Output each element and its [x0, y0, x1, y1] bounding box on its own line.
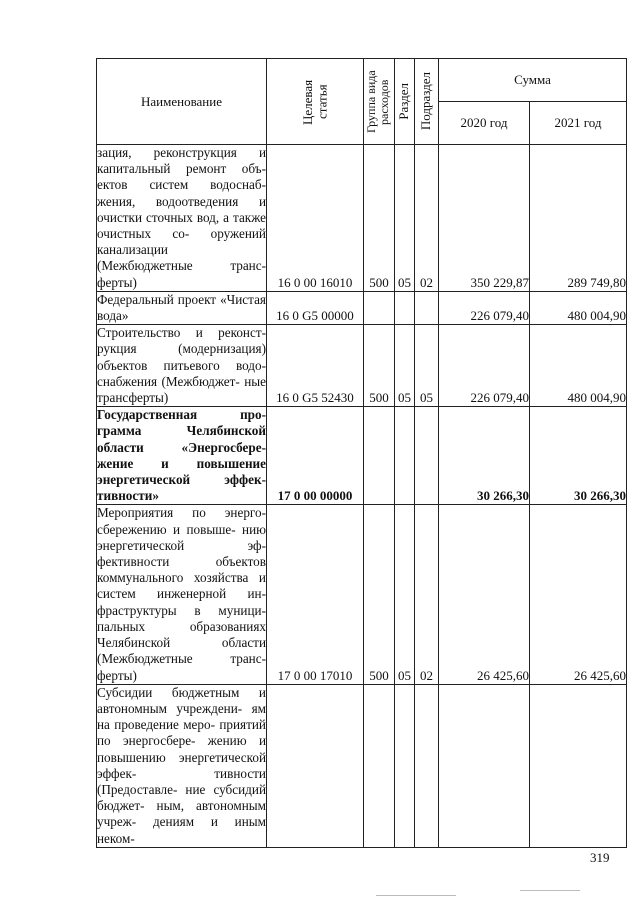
- row-expense-group-cell: [364, 407, 395, 505]
- table-row: [97, 145, 627, 292]
- header-section: Раздел: [395, 59, 415, 145]
- row-section-cell: 05: [395, 505, 415, 684]
- row-sum-2020-cell: [439, 684, 530, 847]
- row-sum-2021-cell: 480 004,90: [530, 325, 627, 407]
- row-target-article-cell: [267, 684, 364, 847]
- row-expense-group-cell: [364, 684, 395, 847]
- row-name-cell: Субсидии бюджетным и автономным учреждени- ям на проведение меро- приятий по энергосбере- жению и повышению энергетической эффек- тивности (Предоставле- ние субсидий бюджет- ным, автономным учреж- дениям и иным неком-: [97, 684, 266, 846]
- row-sum-2021-cell: [530, 684, 627, 847]
- row-name-cell: Строительство и реконст- рукция (модернизация) объектов питьевого водо- снабжения (Межбюджет- ные трансферты): [97, 325, 266, 406]
- table-row: [97, 291, 627, 324]
- header-subsection: Подраздел: [415, 59, 439, 145]
- header-target-article: Целевая статья: [267, 59, 364, 145]
- row-sum-2020-cell: 30 266,30: [439, 407, 530, 505]
- row-sum-2020-cell: 350 229,87: [439, 145, 530, 292]
- scan-mark: [520, 890, 580, 891]
- row-target-article-cell: 16 0 00 16010: [267, 145, 364, 292]
- row-expense-group-cell: 500: [364, 145, 395, 292]
- table-row: [97, 505, 627, 684]
- row-target-article-cell: 17 0 00 00000: [267, 407, 364, 505]
- page-number: 319: [590, 850, 610, 865]
- header-expense-group: Группа вида расходов: [364, 59, 395, 145]
- row-subsection-cell: [415, 684, 439, 847]
- row-name-cell: Федеральный проект «Чистая вода»: [97, 291, 266, 324]
- row-section-cell: [395, 684, 415, 847]
- row-section-cell: [395, 407, 415, 505]
- row-name-cell: Мероприятия по энерго- сбережению и повыше- нию энергетической эф- фективности объектов коммунального хозяйства и систем инженерной ин- фраструктуры в муници- пальных образованиях Челябинской области (Межбюджетные транс- ферты): [97, 505, 266, 683]
- row-sum-2020-cell: 26 425,60: [439, 505, 530, 684]
- row-subsection-cell: 02: [415, 505, 439, 684]
- row-section-cell: [395, 291, 415, 324]
- row-target-article-cell: 16 0 G5 00000: [267, 291, 364, 324]
- header-name: Наименование: [97, 59, 267, 145]
- row-subsection-cell: 05: [415, 325, 439, 407]
- row-sum-2021-cell: 289 749,80: [530, 145, 627, 292]
- row-sum-2021-cell: 30 266,30: [530, 407, 627, 505]
- row-expense-group-cell: 500: [364, 505, 395, 684]
- table-row: [97, 407, 627, 505]
- row-sum-2020-cell: 226 079,40: [439, 291, 530, 324]
- row-expense-group-cell: [364, 291, 395, 324]
- row-section-cell: 05: [395, 325, 415, 407]
- header-year-2021: 2021 год: [530, 102, 627, 145]
- scan-mark: [376, 895, 456, 896]
- row-sum-2021-cell: 26 425,60: [530, 505, 627, 684]
- header-year-2020: 2020 год: [439, 102, 530, 145]
- budget-table: [96, 58, 627, 848]
- table-body: [97, 145, 627, 848]
- row-name-cell: зация, реконструкция и капитальный ремонт объ- ектов систем водоснаб- жения, водоотведения и очистки сточных вод, а также очистных со- оружений канализации (Межбюджетные транс- ферты): [97, 145, 266, 290]
- row-subsection-cell: [415, 291, 439, 324]
- row-target-article-cell: 17 0 00 17010: [267, 505, 364, 684]
- header-sum: Сумма: [439, 59, 627, 102]
- row-subsection-cell: [415, 407, 439, 505]
- table-row: [97, 325, 627, 407]
- row-section-cell: 05: [395, 145, 415, 292]
- row-subsection-cell: 02: [415, 145, 439, 292]
- row-target-article-cell: 16 0 G5 52430: [267, 325, 364, 407]
- row-sum-2020-cell: 226 079,40: [439, 325, 530, 407]
- row-expense-group-cell: 500: [364, 325, 395, 407]
- row-sum-2021-cell: 480 004,90: [530, 291, 627, 324]
- row-name-cell: Государственная про- грамма Челябинской области «Энергосбере- жение и повышение энергетической эффек- тивности»: [97, 407, 266, 504]
- table-row: [97, 684, 627, 847]
